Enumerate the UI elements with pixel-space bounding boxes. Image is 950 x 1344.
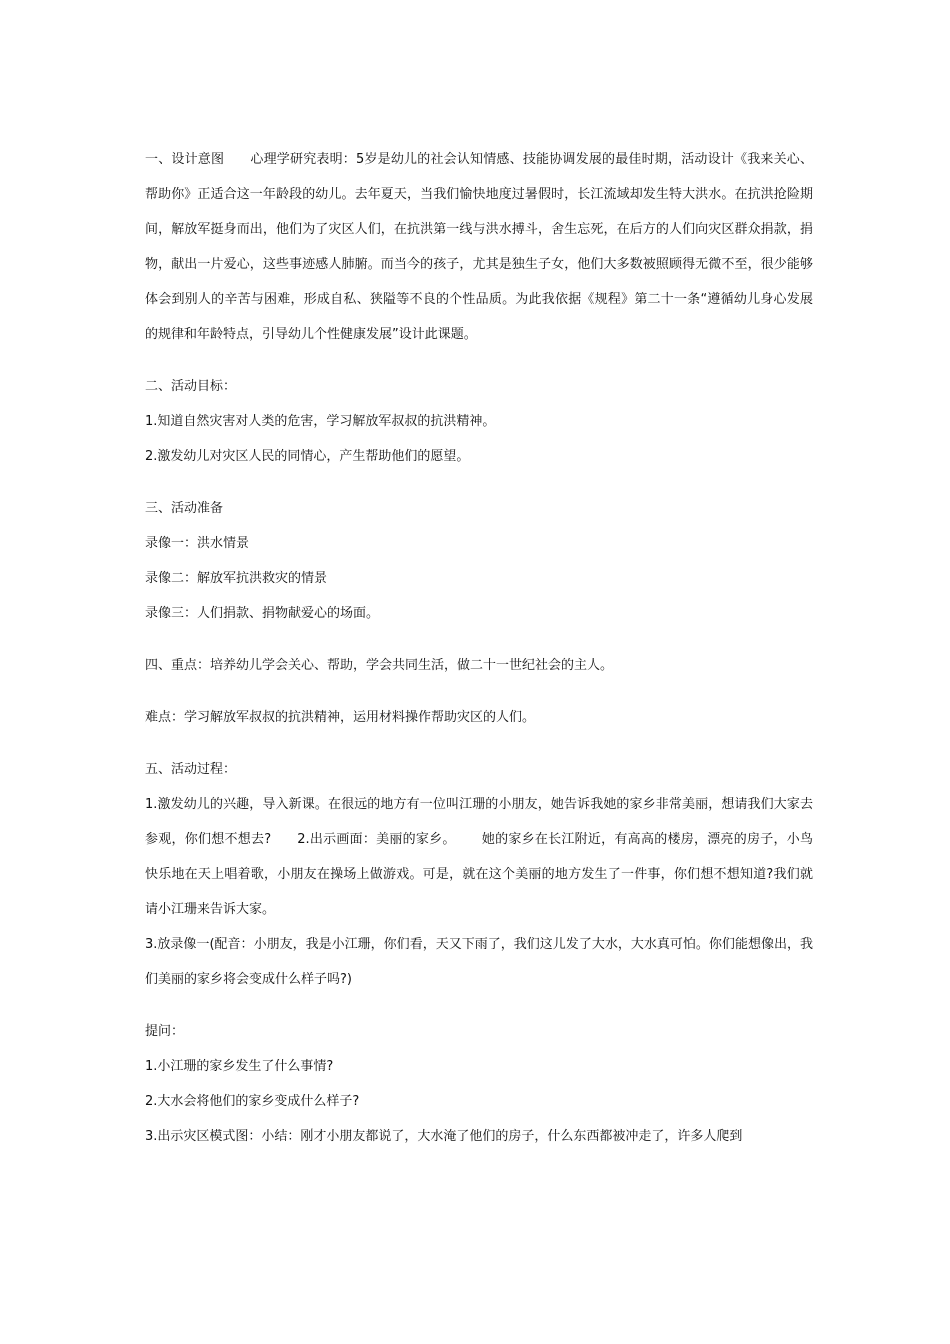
- section-spacer: [145, 631, 813, 648]
- section-spacer: [145, 735, 813, 752]
- goals-heading: 二、活动目标：: [145, 379, 237, 394]
- preparation-heading: 三、活动准备: [145, 501, 224, 516]
- process-step-2-title: 2.出示画面：美丽的家乡。: [297, 832, 456, 847]
- process-step-2-text: 她的家乡在长江附近，有高高的楼房，漂亮的房子，小鸟快乐地在天上唱着歌，小朋友在操场上做游戏。可是，就在这个美丽的地方发生了一件事，你们想不想知道?我们就请小江珊来告诉大家。: [145, 832, 813, 917]
- questions-heading: 提问：: [145, 1024, 185, 1039]
- process-heading: 五、活动过程：: [145, 762, 237, 777]
- preparation-item: 录像三：人们捐款、捐物献爱心的场面。: [145, 606, 380, 621]
- goal-item: 2.激发幼儿对灾区人民的同情心，产生帮助他们的愿望。: [145, 449, 470, 464]
- section-spacer: [145, 352, 813, 369]
- document-body: [145, 142, 813, 1154]
- goal-item: 1.知道自然灾害对人类的危害，学习解放军叔叔的抗洪精神。: [145, 414, 496, 429]
- process-step-1: 1.激发幼儿的兴趣，导入新课。在很远的地方有一位叫江珊的小朋友，她告诉我她的家乡非常美丽，想请我们大家去参观，你们想不想去?: [145, 797, 813, 847]
- design-intent-text: 心理学研究表明：5岁是幼儿的社会认知情感、技能协调发展的最佳时期，活动设计《我来关心、帮助你》正适合这一年龄段的幼儿。去年夏天，当我们愉快地度过暑假时，长江流域却发生特大洪水。在抗洪抢险期间，解放军挺身而出，他们为了灾区人们，在抗洪第一线与洪水搏斗，舍生忘死，在后方的人们向灾区群众捐款，捐物，献出一片爱心，这些事迹感人肺腑。而当今的孩子，尤其是独生子女，他们大多数被照顾得无微不至，很少能够体会到别人的辛苦与困难，形成自私、狭隘等不良的个性品质。为此我依据《规程》第二十一条“遵循幼儿身心发展的规律和年龄特点，引导幼儿个性健康发展”设计此课题。: [145, 152, 813, 342]
- process-steps-1-2: [145, 787, 813, 927]
- preparation-item: 录像二：解放军抗洪救灾的情景: [145, 571, 328, 586]
- key-point: 四、重点：培养幼儿学会关心、帮助，学会共同生活，做二十一世纪社会的主人。: [145, 658, 614, 673]
- difficulty: 难点：学习解放军叔叔的抗洪精神，运用材料操作帮助灾区的人们。: [145, 710, 536, 725]
- section-spacer: [145, 683, 813, 700]
- question-item: 2.大水会将他们的家乡变成什么样子?: [145, 1094, 360, 1109]
- preparation-item: 录像一：洪水情景: [145, 536, 250, 551]
- question-item: 3.出示灾区模式图：小结：刚才小朋友都说了，大水淹了他们的房子，什么东西都被冲走了，许多人爬到: [145, 1129, 743, 1144]
- process-step-3: 3.放录像一(配音：小朋友，我是小江珊，你们看，天又下雨了，我们这儿发了大水，大水真可怕。你们能想像出，我们美丽的家乡将会变成什么样子吗?): [145, 937, 813, 987]
- section-spacer: [145, 474, 813, 491]
- design-intent-heading: 一、设计意图: [145, 152, 225, 167]
- design-intent-paragraph: [145, 142, 813, 352]
- question-item: 1.小江珊的家乡发生了什么事情?: [145, 1059, 334, 1074]
- section-spacer: [145, 997, 813, 1014]
